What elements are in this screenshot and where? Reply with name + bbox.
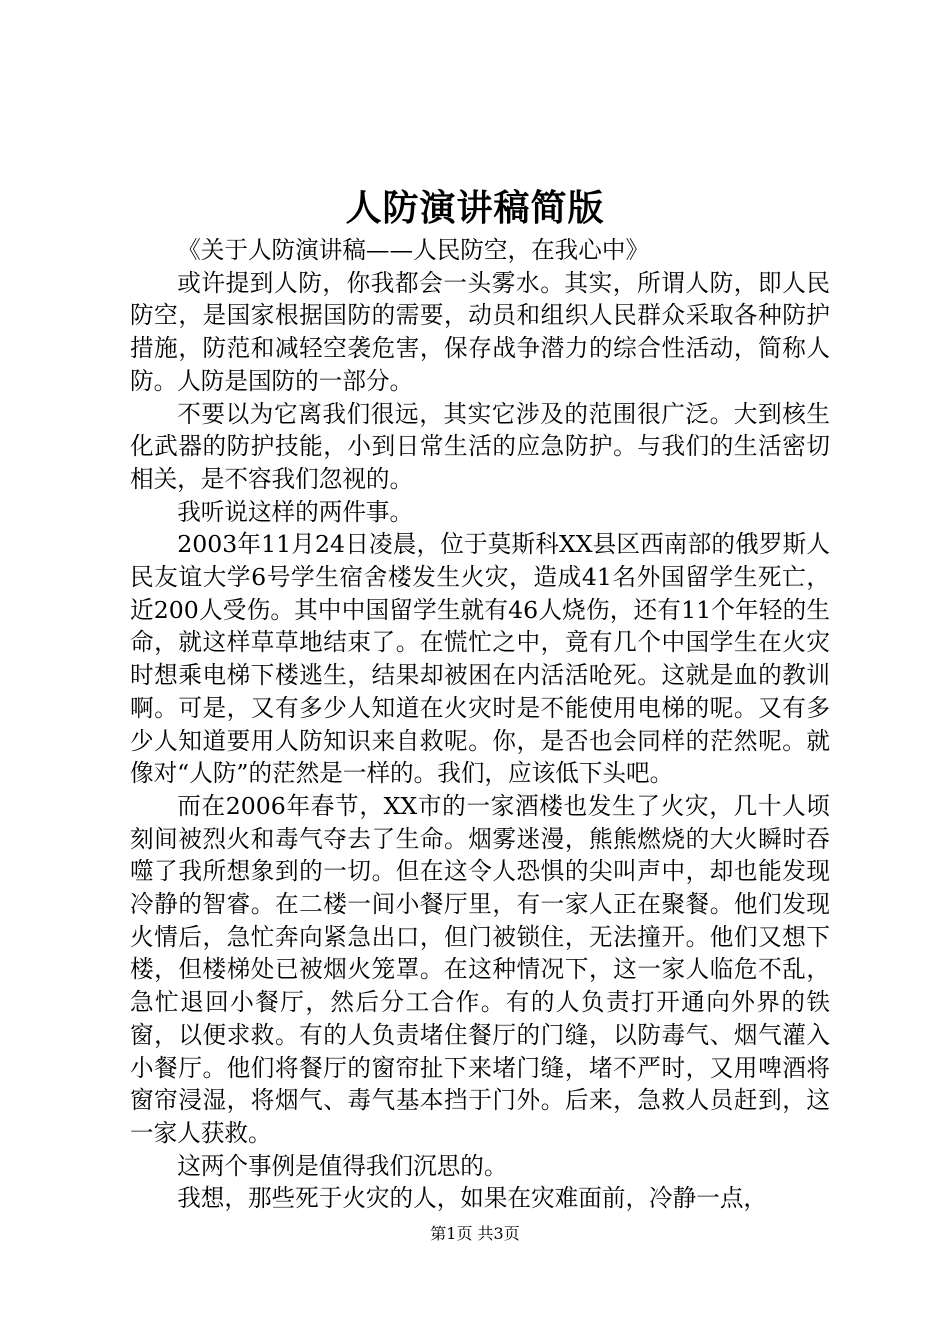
body-paragraph: 或许提到人防，你我都会一头雾水。其实，所谓人防，即人民防空，是国家根据国防的需要，动员和组织人民群众采取各种防护措施，防范和减轻空袭危害，保存战争潜力的综合性活动，简称人防。人防是国防的一部分。: [130, 268, 830, 395]
body-paragraph: 这两个事例是值得我们沉思的。: [177, 1151, 508, 1180]
body-paragraph: 不要以为它离我们很远，其实它涉及的范围很广泛。大到核生化武器的防护技能，小到日常生活的应急防护。与我们的生活密切相关，是不容我们忽视的。: [130, 399, 830, 493]
body-paragraph: 2003年11月24日凌晨，位于莫斯科XX县区西南部的俄罗斯人民友谊大学6号学生宿舍楼发生火灾，造成41名外国留学生死亡，近200人受伤。其中中国留学生就有46人烧伤，还有11个年轻的生命，就这样草草地结束了。在慌忙之中，竟有几个中国学生在火灾时想乘电梯下楼逃生，结果却被困在内活活呛死。这就是血的教训啊。可是，又有多少人知道在火灾时是不能使用电梯的呢。又有多少人知道要用人防知识来自救呢。你，是否也会同样的茫然呢。就像对“人防”的茫然是一样的。我们，应该低下头吧。: [130, 530, 830, 788]
page-footer: 第1页 共3页: [430, 1224, 520, 1243]
subtitle-paragraph: 《关于人防演讲稿——人民防空，在我心中》: [177, 236, 650, 264]
body-paragraph: 而在2006年春节，XX市的一家酒楼也发生了火灾，几十人顷刻间被烈火和毒气夺去了生命。烟雾迷漫，熊熊燃烧的大火瞬时吞噬了我所想象到的一切。但在这令人恐惧的尖叫声中，却也能发现冷静的智睿。在二楼一间小餐厅里，有一家人正在聚餐。他们发现火情后，急忙奔向紧急出口，但门被锁住，无法撞开。他们又想下楼，但楼梯处已被烟火笼罩。在这种情况下，这一家人临危不乱，急忙退回小餐厅，然后分工合作。有的人负责打开通向外界的铁窗，以便求救。有的人负责堵住餐厅的门缝，以防毒气、烟气灌入小餐厅。他们将餐厅的窗帘扯下来堵门缝，堵不严时，又用啤酒将窗帘浸湿，将烟气、毒气基本挡于门外。后来，急救人员赶到，这一家人获救。: [130, 791, 830, 1147]
document-body: [130, 234, 830, 1215]
document-title: 人防演讲稿简版: [345, 187, 605, 229]
body-paragraph: 我想，那些死于火灾的人，如果在灾难面前，冷静一点，: [177, 1184, 768, 1213]
body-paragraph: 我听说这样的两件事。: [177, 497, 414, 526]
